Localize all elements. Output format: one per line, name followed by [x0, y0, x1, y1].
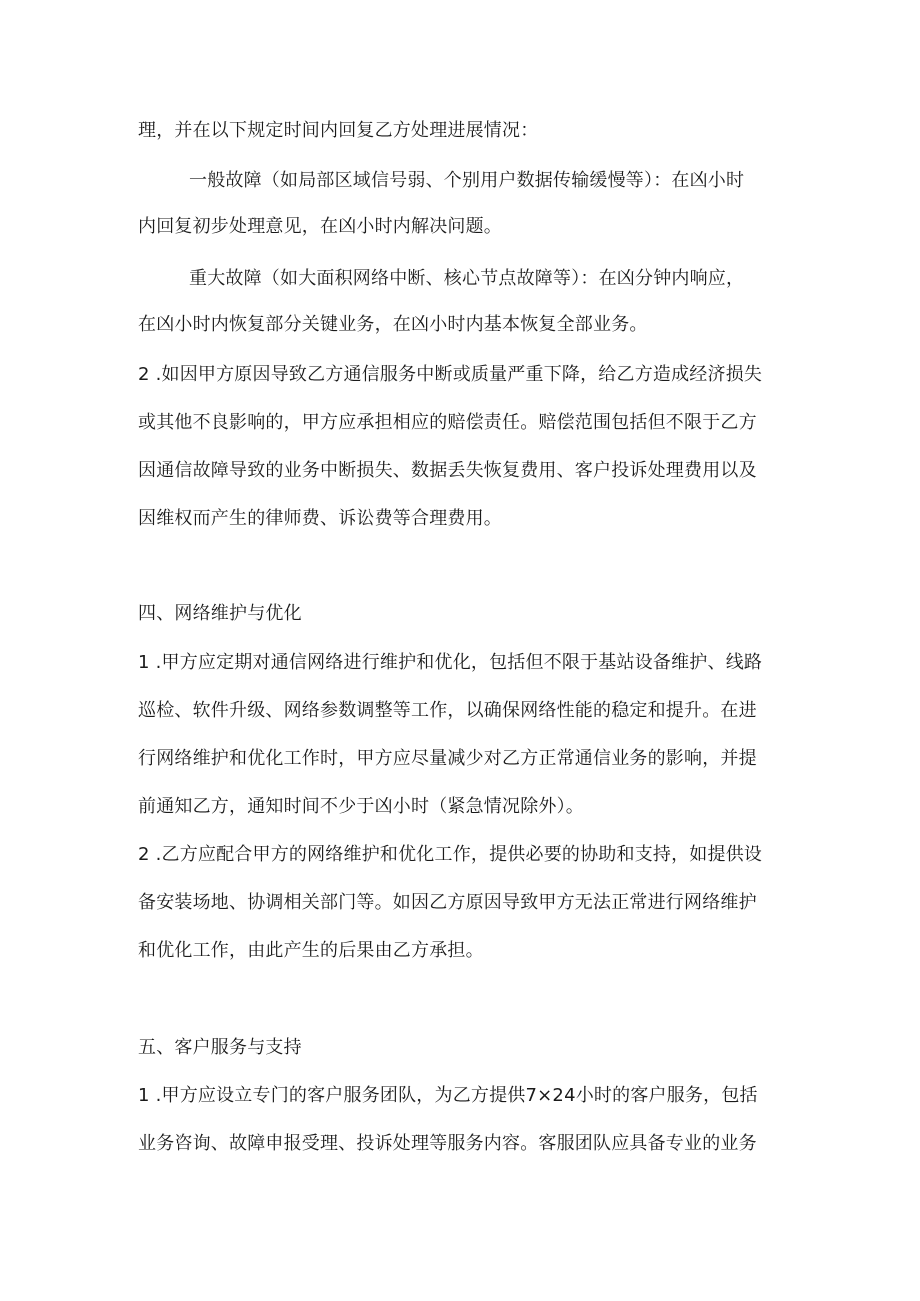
text-line-20: 业务咨询、故障申报受理、投诉处理等服务内容。客服团队应具备专业的业务	[138, 1133, 757, 1154]
text-line-3: 内回复初步处理意见，在凶小时内解决问题。	[138, 216, 502, 237]
text-line-16: 备安装场地、协调相关部门等。如因乙方原因导致甲方无法正常进行网络维护	[138, 892, 757, 913]
text-line-14: 前通知乙方，通知时间不少于凶小时（紧急情况除外）。	[138, 796, 584, 817]
text-line-1: 理，并在以下规定时间内回复乙方处理进展情况：	[138, 120, 539, 141]
text-line-8: 因通信故障导致的业务中断损失、数据丢失恢复费用、客户投诉处理费用以及	[138, 460, 757, 481]
text-line-17: 和优化工作，由此产生的后果由乙方承担。	[138, 940, 484, 961]
text-line-12: 巡检、软件升级、网络参数调整等工作，以确保网络性能的稳定和提升。在进	[138, 700, 757, 721]
section-heading-5: 五、客户服务与支持	[138, 1037, 302, 1058]
text-line-11: 1 .甲方应定期对通信网络进行维护和优化，包括但不限于基站设备维护、线路	[138, 652, 763, 673]
text-line-15: 2 .乙方应配合甲方的网络维护和优化工作，提供必要的协助和支持，如提供设	[138, 844, 763, 865]
text-line-4: 重大故障（如大面积网络中断、核心节点故障等）：在凶分钟内响应，	[189, 268, 745, 289]
text-line-7: 或其他不良影响的，甲方应承担相应的赔偿责任。赔偿范围包括但不限于乙方	[138, 412, 757, 433]
text-line-13: 行网络维护和优化工作时，甲方应尽量减少对乙方正常通信业务的影响，并提	[138, 748, 757, 769]
text-line-2: 一般故障（如局部区域信号弱、个别用户数据传输缓慢等）：在凶小时	[189, 170, 745, 191]
text-line-19: 1 .甲方应设立专门的客户服务团队，为乙方提供7×24小时的客户服务，包括	[138, 1085, 758, 1106]
section-heading-4: 四、网络维护与优化	[138, 603, 302, 624]
text-line-5: 在凶小时内恢复部分关键业务，在凶小时内基本恢复全部业务。	[138, 314, 648, 335]
text-line-9: 因维权而产生的律师费、诉讼费等合理费用。	[138, 508, 502, 529]
text-line-6: 2 .如因甲方原因导致乙方通信服务中断或质量严重下降，给乙方造成经济损失	[138, 364, 763, 385]
